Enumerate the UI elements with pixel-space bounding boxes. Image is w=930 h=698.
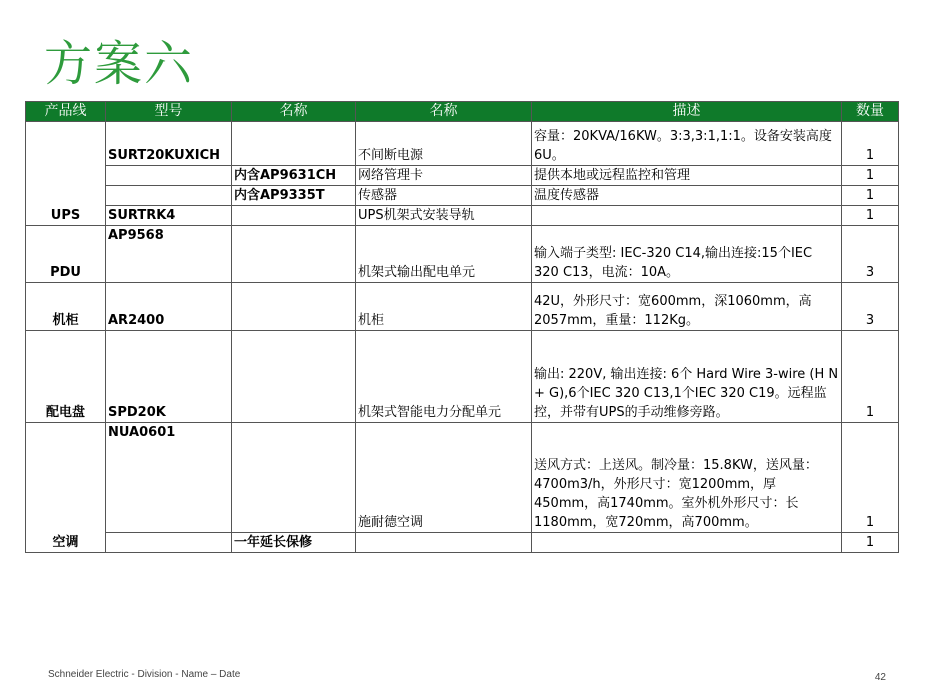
name-cell: 机架式智能电力分配单元 bbox=[356, 331, 532, 423]
description-cell: 容量：20KVA/16KW。3:3,3:1,1:1。设备安装高度6U。 bbox=[532, 122, 842, 166]
table-row bbox=[26, 331, 899, 423]
model-cell: NUA0601 bbox=[106, 423, 232, 533]
description-cell: 温度传感器 bbox=[532, 186, 842, 206]
footer-text: Schneider Electric - Division - Name – Date bbox=[48, 669, 241, 680]
name-cell: 机柜 bbox=[356, 283, 532, 331]
quantity-cell: 1 bbox=[842, 423, 899, 533]
table-row bbox=[26, 533, 899, 553]
name-cell: 不间断电源 bbox=[356, 122, 532, 166]
table-row bbox=[26, 166, 899, 186]
description-cell: 输出: 220V, 输出连接: 6个 Hard Wire 3-wire (H N + G),6个IEC 320 C13,1个IEC 320 C19。远程监控，并带有UPS的手动维修旁路。 bbox=[532, 331, 842, 423]
warranty-cell: 一年延长保修 bbox=[232, 533, 356, 553]
table-header-row bbox=[26, 102, 899, 122]
header-product-line: 产品线 bbox=[26, 102, 106, 122]
include-cell bbox=[232, 122, 356, 166]
product-table bbox=[25, 101, 899, 553]
model-cell bbox=[106, 186, 232, 206]
model-cell: SURT20KUXICH bbox=[106, 122, 232, 166]
name-cell: 网络管理卡 bbox=[356, 166, 532, 186]
slide-title: 方案六 bbox=[44, 36, 195, 92]
include-cell: 内含AP9335T bbox=[232, 186, 356, 206]
table-row bbox=[26, 423, 899, 533]
description-cell bbox=[532, 206, 842, 226]
name-cell: UPS机架式安装导轨 bbox=[356, 206, 532, 226]
page-number: 42 bbox=[874, 672, 886, 683]
model-cell: AR2400 bbox=[106, 283, 232, 331]
quantity-cell: 1 bbox=[842, 122, 899, 166]
name-cell: 施耐德空调 bbox=[356, 423, 532, 533]
include-cell bbox=[232, 226, 356, 283]
model-cell: SURTRK4 bbox=[106, 206, 232, 226]
description-cell: 送风方式：上送风。制冷量：15.8KW，送风量：4700m3/h，外形尺寸：宽1200mm，厚450mm，高1740mm。室外机外形尺寸：长1180mm，宽720mm，高700mm。 bbox=[532, 423, 842, 533]
quantity-cell: 3 bbox=[842, 283, 899, 331]
header-model: 型号 bbox=[106, 102, 232, 122]
include-cell bbox=[232, 423, 356, 533]
include-cell bbox=[232, 206, 356, 226]
quantity-cell: 1 bbox=[842, 533, 899, 553]
description-cell: 输入端子类型: IEC-320 C14,输出连接:15个IEC 320 C13，电流：10A。 bbox=[532, 226, 842, 283]
table-row bbox=[26, 206, 899, 226]
category-rack: 机柜 bbox=[26, 283, 106, 331]
category-pdu: PDU bbox=[26, 226, 106, 283]
category-distribution-panel: 配电盘 bbox=[26, 331, 106, 423]
header-quantity: 数量 bbox=[842, 102, 899, 122]
quantity-cell: 1 bbox=[842, 331, 899, 423]
model-cell: SPD20K bbox=[106, 331, 232, 423]
category-ups: UPS bbox=[26, 122, 106, 226]
model-cell bbox=[106, 166, 232, 186]
quantity-cell: 1 bbox=[842, 166, 899, 186]
include-cell bbox=[232, 331, 356, 423]
header-name-2: 名称 bbox=[356, 102, 532, 122]
table-row bbox=[26, 283, 899, 331]
description-cell: 42U，外形尺寸：宽600mm，深1060mm，高2057mm，重量：112Kg。 bbox=[532, 283, 842, 331]
table-row bbox=[26, 226, 899, 283]
name-cell bbox=[356, 533, 532, 553]
name-cell: 机架式输出配电单元 bbox=[356, 226, 532, 283]
include-cell: 内含AP9631CH bbox=[232, 166, 356, 186]
quantity-cell: 1 bbox=[842, 206, 899, 226]
model-cell bbox=[106, 533, 232, 553]
include-cell bbox=[232, 283, 356, 331]
header-description: 描述 bbox=[532, 102, 842, 122]
description-cell bbox=[532, 533, 842, 553]
name-cell: 传感器 bbox=[356, 186, 532, 206]
header-name-1: 名称 bbox=[232, 102, 356, 122]
model-cell: AP9568 bbox=[106, 226, 232, 283]
table-row bbox=[26, 186, 899, 206]
quantity-cell: 3 bbox=[842, 226, 899, 283]
quantity-cell: 1 bbox=[842, 186, 899, 206]
description-cell: 提供本地或远程监控和管理 bbox=[532, 166, 842, 186]
table-row bbox=[26, 122, 899, 166]
category-air-conditioning: 空调 bbox=[26, 423, 106, 553]
